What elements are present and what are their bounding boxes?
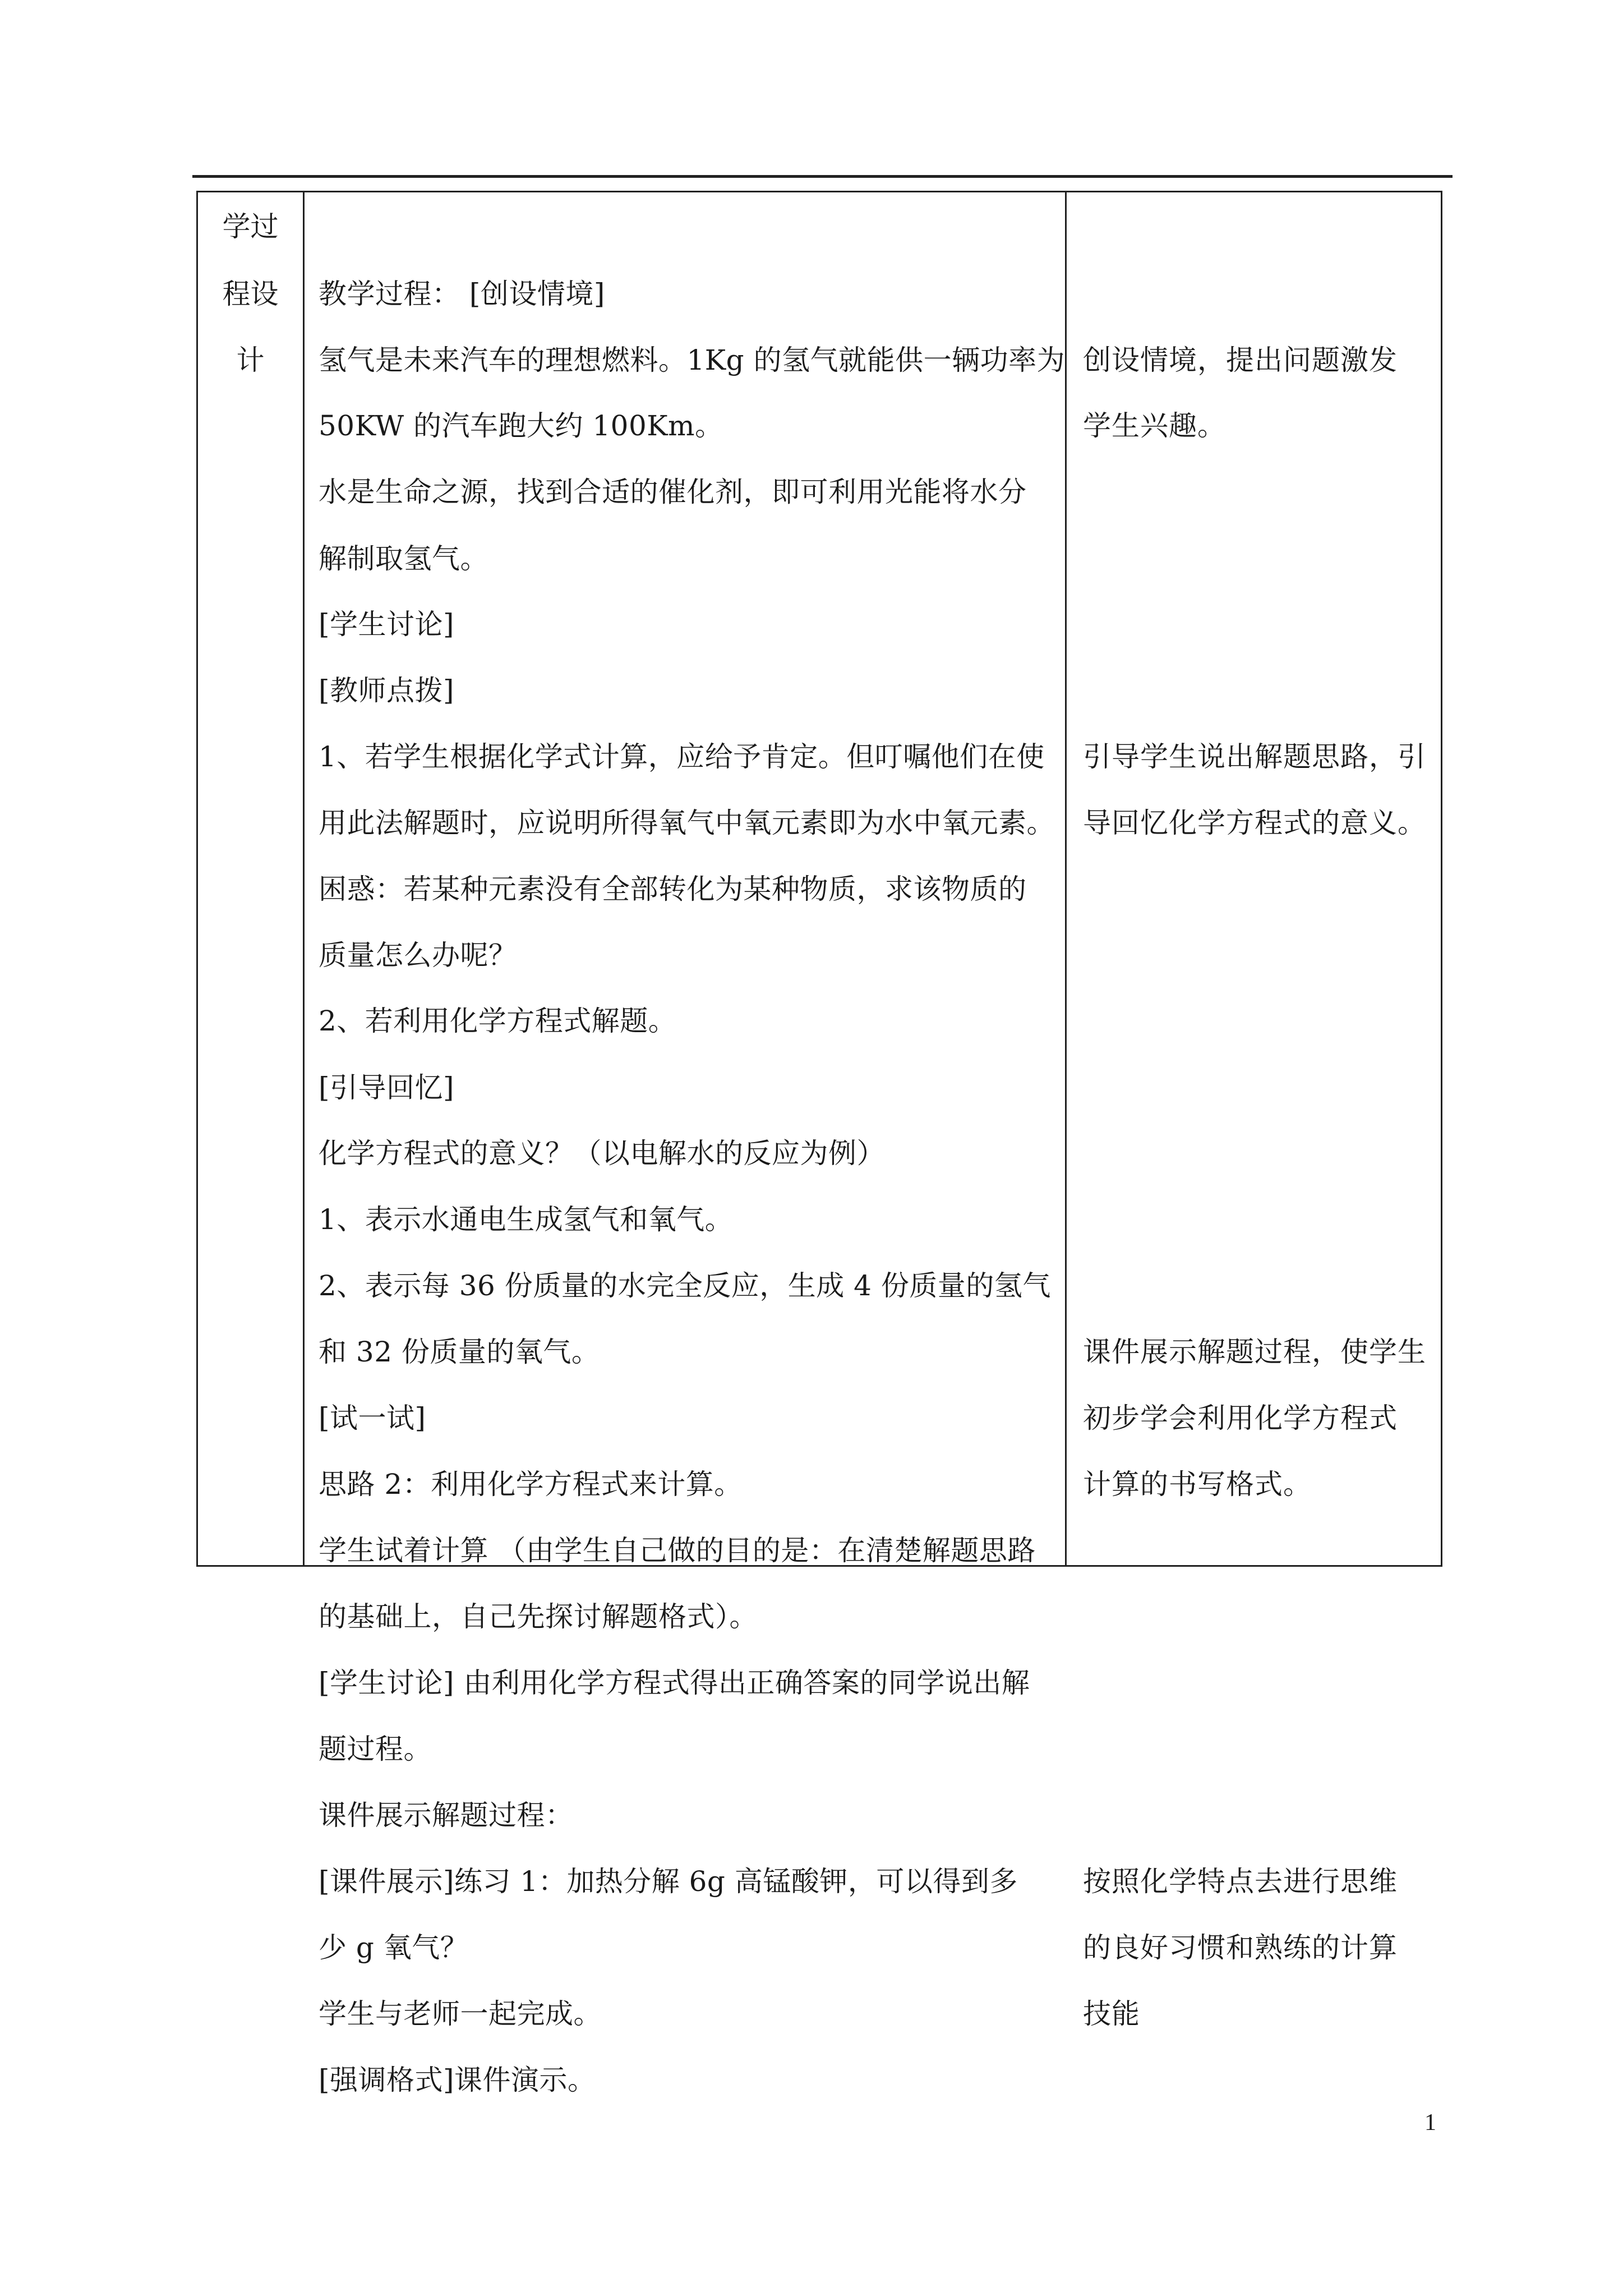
main-line: 课件展示解题过程： <box>319 1799 574 1832</box>
main-line: [学生讨论] 由利用化学方程式得出正确答案的同学说出解 <box>319 1667 1030 1699</box>
side-label-line: 计 <box>236 344 265 376</box>
page-number: 1 <box>1424 2110 1436 2136</box>
main-line: 少 g 氧气？ <box>319 1931 469 1964</box>
main-line: 学生试着计算 （由学生自己做的目的是：在清楚解题思路 <box>319 1534 1036 1567</box>
lesson-table <box>196 191 1442 2096</box>
main-line: 水是生命之源，找到合适的催化剂，即可利用光能将水分 <box>319 476 1027 508</box>
main-line: 1、表示水通电生成氢气和氧气。 <box>319 1203 734 1236</box>
main-line: [教师点拨] <box>319 674 455 707</box>
note-line: 初步学会利用化学方程式 <box>1083 1402 1398 1434</box>
note-line: 创设情境，提出问题激发 <box>1083 344 1398 376</box>
main-line: [强调格式]课件演示。 <box>319 2064 596 2096</box>
main-line: 和 32 份质量的氧气。 <box>319 1336 600 1368</box>
main-line: 化学方程式的意义？（以电解水的反应为例） <box>319 1137 885 1170</box>
column-divider <box>303 192 305 1565</box>
note-line: 的良好习惯和熟练的计算 <box>1083 1931 1398 1964</box>
main-line: 题过程。 <box>319 1733 432 1765</box>
main-line: 教学过程： [创设情境] <box>319 278 605 310</box>
main-line: 用此法解题时，应说明所得氧气中氧元素即为水中氧元素。 <box>319 807 1055 839</box>
main-line: 氢气是未来汽车的理想燃料。1Kg 的氢气就能供一辆功率为 <box>319 344 1066 376</box>
note-line: 学生兴趣。 <box>1083 409 1226 442</box>
main-line: 2、表示每 36 份质量的水完全反应，生成 4 份质量的氢气 <box>319 1269 1051 1302</box>
main-line: 学生与老师一起完成。 <box>319 1998 602 2030</box>
note-line: 课件展示解题过程，使学生 <box>1083 1336 1426 1368</box>
column-divider <box>1065 192 1067 1565</box>
main-line: 质量怎么办呢？ <box>319 939 517 972</box>
main-line: [课件展示]练习 1：加热分解 6g 高锰酸钾，可以得到多 <box>319 1865 1018 1898</box>
header-rule <box>192 175 1453 178</box>
main-line: [试一试] <box>319 1402 426 1434</box>
main-line: 50KW 的汽车跑大约 100Km。 <box>319 409 723 442</box>
main-line: 2、若利用化学方程式解题。 <box>319 1005 677 1037</box>
main-line: 的基础上，自己先探讨解题格式）。 <box>319 1600 758 1633</box>
note-line: 技能 <box>1083 1998 1140 2030</box>
main-line: [引导回忆] <box>319 1071 455 1104</box>
note-line: 引导学生说出解题思路，引 <box>1083 740 1426 773</box>
side-label-line: 程设 <box>222 278 279 310</box>
side-label-line: 学过 <box>222 210 279 243</box>
note-line: 按照化学特点去进行思维 <box>1083 1865 1398 1898</box>
main-line: 思路 2：利用化学方程式来计算。 <box>319 1468 743 1501</box>
note-line: 计算的书写格式。 <box>1083 1468 1312 1501</box>
main-line: 困惑：若某种元素没有全部转化为某种物质，求该物质的 <box>319 873 1027 905</box>
main-line: 1、若学生根据化学式计算，应给予肯定。但叮嘱他们在使 <box>319 740 1045 773</box>
main-line: [学生讨论] <box>319 608 455 641</box>
note-line: 导回忆化学方程式的意义。 <box>1083 807 1426 839</box>
main-line: 解制取氢气。 <box>319 542 488 575</box>
